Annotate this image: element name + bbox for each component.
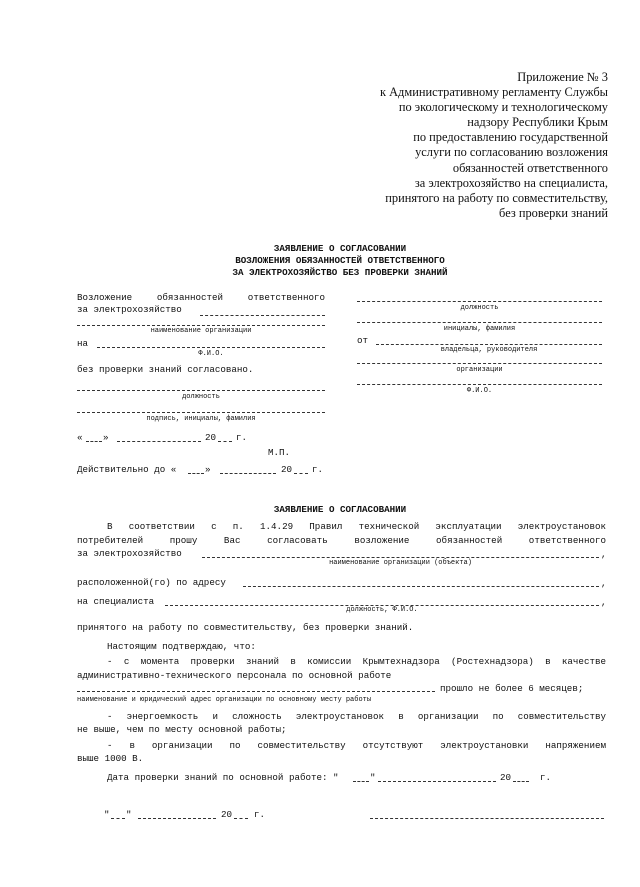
blank-check-month[interactable] [378, 781, 496, 782]
bullet-line: - энергоемкость и сложность электроустановок в организации по совместительству [107, 711, 606, 722]
appendix-line: к Административному регламенту Службы [379, 85, 608, 100]
delegation-text: Возложение обязанностей ответственного [77, 292, 325, 303]
date-open-quote: « [77, 432, 83, 443]
blank-year[interactable] [218, 441, 232, 442]
blank-applicant-fio[interactable] [357, 384, 602, 385]
bottom-date-close: " [126, 809, 132, 820]
bullet-line: - с момента проверки знаний в комиссии Крымтехнадзора (Ростехнадзора) в качестве [107, 656, 606, 667]
comma: , [601, 549, 607, 560]
paragraph-line: В соответствии с п. 1.4.29 Правил технической эксплуатации электроустановок [107, 521, 606, 532]
blank-month[interactable] [117, 441, 201, 442]
blank-valid-day[interactable] [188, 473, 204, 474]
form2-title: ЗАЯВЛЕНИЕ О СОГЛАСОВАНИИ [273, 504, 407, 515]
bullet-line: выше 1000 В. [77, 753, 144, 764]
appendix-line: надзору Республики Крым [467, 115, 608, 130]
caption-signature: подпись, инициалы, фамилия [146, 415, 256, 423]
blank-position-line[interactable] [77, 390, 325, 391]
blank-day[interactable] [86, 441, 102, 442]
blank-organization[interactable] [357, 363, 602, 364]
appendix-line: услуги по согласованию возложения [415, 145, 608, 160]
valid-until-label: Действительно до « [77, 464, 177, 475]
caption-organization: организации [456, 366, 503, 374]
check-date-label: Дата проверки знаний по основной работе: " [107, 772, 339, 783]
valid-year-prefix: 20 [281, 464, 293, 475]
caption-fio: Ф.И.О. [198, 350, 224, 358]
stamp-place: М.П. [268, 447, 291, 458]
paragraph-line: потребителей прошу Вас согласовать возложение обязанностей ответственного [77, 535, 606, 546]
bullet-line: не выше, чем по месту основной работы; [77, 724, 287, 735]
confirm-text: Настоящим подтверждаю, что: [107, 641, 256, 652]
form1-title-line: ЗА ЭЛЕКТРОХОЗЯЙСТВО БЕЗ ПРОВЕРКИ ЗНАНИЙ [232, 267, 448, 278]
blank-bottom-year[interactable] [234, 818, 248, 819]
caption-position: должность [182, 393, 220, 401]
appendix-line: обязанностей ответственного [452, 160, 608, 175]
blank-fio-line[interactable] [97, 347, 325, 348]
bottom-date-open: " [104, 809, 110, 820]
blank-valid-year[interactable] [294, 473, 308, 474]
check-year-prefix: 20 [500, 772, 512, 783]
caption-main-job-org: наименование и юридический адрес организации по основному месту работы [77, 696, 372, 704]
blank-signature[interactable] [370, 818, 604, 819]
bullet-line: административно-технического персонала по основной работе [77, 670, 392, 681]
blank-org-line[interactable] [77, 325, 325, 326]
form1-title-line: ЗАЯВЛЕНИЕ О СОГЛАСОВАНИИ [273, 243, 407, 254]
valid-close-quote: » [205, 464, 211, 475]
blank-main-job-org[interactable] [77, 691, 435, 692]
paragraph-line: за электрохозяйство [77, 548, 182, 559]
bullet-line: прошло не более 6 месяцев; [440, 683, 584, 694]
bottom-year-prefix: 20 [221, 809, 233, 820]
caption-position-fio: должность, Ф.И.О. [346, 606, 418, 614]
on-label: на [77, 338, 89, 349]
appendix-line: без проверки знаний [499, 205, 608, 220]
blank-check-day[interactable] [353, 781, 369, 782]
bullet-line: - в организации по совместительству отсутствуют электроустановки напряжением [107, 740, 606, 751]
valid-year-suffix: г. [312, 464, 324, 475]
from-label: от [357, 335, 369, 346]
blank-org-line[interactable] [200, 315, 325, 316]
blank-addressee-position[interactable] [357, 301, 602, 302]
blank-signature-line[interactable] [77, 412, 325, 413]
caption-org-name: наименование организации [150, 327, 252, 335]
check-date-quote: " [370, 772, 376, 783]
bottom-year-suffix: г. [254, 809, 266, 820]
caption-owner: владельца, руководителя [440, 346, 538, 354]
specialist-label: на специалиста [77, 596, 155, 607]
blank-check-year[interactable] [513, 781, 529, 782]
comma: , [601, 578, 607, 589]
no-check-text: без проверки знаний согласовано. [77, 364, 254, 375]
form1-title-line: ВОЗЛОЖЕНИЯ ОБЯЗАННОСТЕЙ ОТВЕТСТВЕННОГО [235, 255, 445, 266]
appendix-line: принятого на работу по совместительству, [385, 190, 608, 205]
appendix-line: по экологическому и технологическому [398, 100, 608, 115]
delegation-text: за электрохозяйство [77, 304, 182, 315]
address-label: расположенной(го) по адресу [77, 577, 226, 588]
appendix-line: за электрохозяйство на специалиста, [414, 175, 608, 190]
hired-text: принятого на работу по совместительству, без проверки знаний. [77, 622, 414, 633]
blank-org-object[interactable] [202, 557, 599, 558]
caption-applicant-fio: Ф.И.О. [466, 387, 493, 395]
date-year-suffix: г. [236, 432, 248, 443]
blank-valid-month[interactable] [220, 473, 276, 474]
caption-addressee-name: инициалы, фамилия [443, 325, 516, 333]
appendix-header [380, 70, 608, 221]
caption-addressee-position: должность [460, 304, 499, 312]
appendix-line: по предоставлению государственной [413, 130, 608, 145]
blank-bottom-day[interactable] [111, 818, 125, 819]
blank-address[interactable] [243, 586, 599, 587]
appendix-line: Приложение № 3 [517, 70, 608, 84]
comma: , [601, 597, 607, 608]
blank-owner[interactable] [376, 344, 602, 345]
date-close-quote: » [103, 432, 109, 443]
blank-bottom-month[interactable] [138, 818, 216, 819]
check-year-suffix: г. [540, 772, 552, 783]
date-year-prefix: 20 [205, 432, 217, 443]
blank-addressee-name[interactable] [357, 322, 602, 323]
caption-org-object: наименование организации (объекта) [329, 559, 472, 567]
